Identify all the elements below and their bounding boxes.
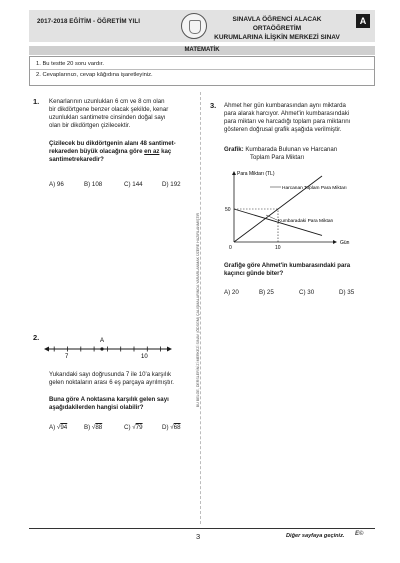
year-title: 2017-2018 EĞİTİM - ÖĞRETİM YILI	[37, 18, 141, 25]
sqrt-icon: √	[132, 424, 136, 431]
y-axis-label: Para Miktarı (TL)	[237, 171, 275, 177]
exam-title: SINAVLA ÖĞRENCİ ALACAK ORTAÖĞRETİM KURUMLARINA İLİŞKİN MERKEZİ SINAV	[214, 16, 340, 41]
left-arrow-icon	[44, 347, 49, 352]
exam-header	[29, 10, 375, 42]
publisher-mark: E©	[355, 531, 364, 537]
booklet-type-badge: A	[356, 14, 370, 28]
right-tick-label: 10	[141, 354, 148, 360]
question-3-text: Ahmet her gün kumbarasından aynı miktarda para alarak harcıyor. Ahmet'in kumbarasındaki para miktarı ve harcadığı toplam para miktarını gösteren doğrusal grafik aşağıda verilmiştir.	[224, 102, 351, 133]
money-line-chart	[222, 168, 372, 252]
question-1-text: Kenarlarının uzunlukları 6 cm ve 8 cm olan bir dikdörtgene benzer olacak şekilde, kenar uzunlukları santimetre cinsinden doğal sayı olan bir dikdörtgen çizilecektir.	[49, 98, 169, 129]
instruction-divider	[30, 69, 374, 70]
q2-option-c[interactable]: C) √79	[124, 424, 143, 431]
q2-option-d[interactable]: D) √68	[162, 424, 181, 431]
series-label: Kumbaradaki Para Miktarı	[278, 219, 334, 224]
ministry-logo-icon	[181, 13, 207, 39]
page-number: 3	[196, 532, 201, 541]
q1-option-a[interactable]: A) 96	[49, 181, 64, 188]
sqrt-icon: √	[56, 424, 61, 431]
q2-option-b[interactable]: B) √88	[84, 424, 103, 431]
origin-tick-label: 0	[229, 245, 232, 251]
next-page-note: Diğer sayfaya geçiniz.	[286, 533, 345, 539]
q2-option-a[interactable]: A) √94	[49, 424, 68, 431]
q3-option-d[interactable]: D) 35	[339, 289, 355, 296]
graph-caption: Grafik: Kumbarada Bulunan ve Harcanan Toplam Para Miktarı	[224, 146, 338, 161]
question-2-number: 2.	[33, 333, 40, 342]
instructions-box	[29, 56, 375, 86]
x-axis-arrow-icon	[333, 240, 337, 244]
q1-option-c[interactable]: C) 144	[124, 181, 143, 188]
q1-option-b[interactable]: B) 108	[84, 181, 103, 188]
question-3-prompt: Grafiğe göre Ahmet'in kumbarasındaki para kaçıncı günde biter?	[224, 262, 351, 277]
y-axis-arrow-icon	[232, 171, 236, 175]
series-label: Harcanan Toplam Para Miktarı	[282, 186, 347, 191]
q3-option-b[interactable]: B) 25	[259, 289, 274, 296]
left-tick-label: 7	[65, 354, 69, 360]
point-a-dot	[100, 347, 103, 350]
point-a-label: A	[100, 338, 105, 344]
side-notice-text: BU BELGE, DERSLERİNİZİ MERKEZİ SINAV (ÖDSGM) ÇALIŞMALARINDA YARARLANMAK ÜZERE HAZIRLANMIŞTIR	[196, 212, 200, 408]
right-arrow-icon	[167, 347, 172, 352]
footer-rule	[29, 528, 375, 529]
q3-option-c[interactable]: C) 30	[299, 289, 315, 296]
column-divider	[200, 92, 201, 524]
question-1-number: 1.	[33, 97, 40, 106]
question-2-text: Yukarıdaki sayı doğrusunda 7 ile 10'a karşılık gelen noktaların arası 6 eş parçaya ayrılmıştır.	[49, 371, 174, 386]
instruction-item: 1. Bu testte 20 soru vardır.	[36, 61, 104, 67]
x-axis-label: Gün	[340, 240, 350, 246]
instruction-item: 2. Cevaplarınızı, cevap kâğıdına işaretleyiniz.	[36, 72, 153, 78]
question-2-prompt: Buna göre A noktasına karşılık gelen sayı aşağıdakilerden hangisi olabilir?	[49, 396, 169, 411]
number-line-figure	[44, 333, 174, 361]
subject-title: MATEMATİK	[29, 46, 375, 55]
sqrt-icon: √	[91, 424, 96, 431]
question-3-number: 3.	[210, 101, 217, 110]
q1-option-d[interactable]: D) 192	[162, 181, 181, 188]
sqrt-icon: √	[170, 424, 174, 431]
y-tick-label: 50	[225, 207, 231, 213]
x-tick-label: 10	[275, 245, 281, 251]
q3-option-a[interactable]: A) 20	[224, 289, 239, 296]
question-1-prompt: Çizilecek bu dikdörtgenin alanı 48 santimet- rekareden büyük olacağına göre en az kaç santimetrekaredir?	[49, 140, 176, 163]
